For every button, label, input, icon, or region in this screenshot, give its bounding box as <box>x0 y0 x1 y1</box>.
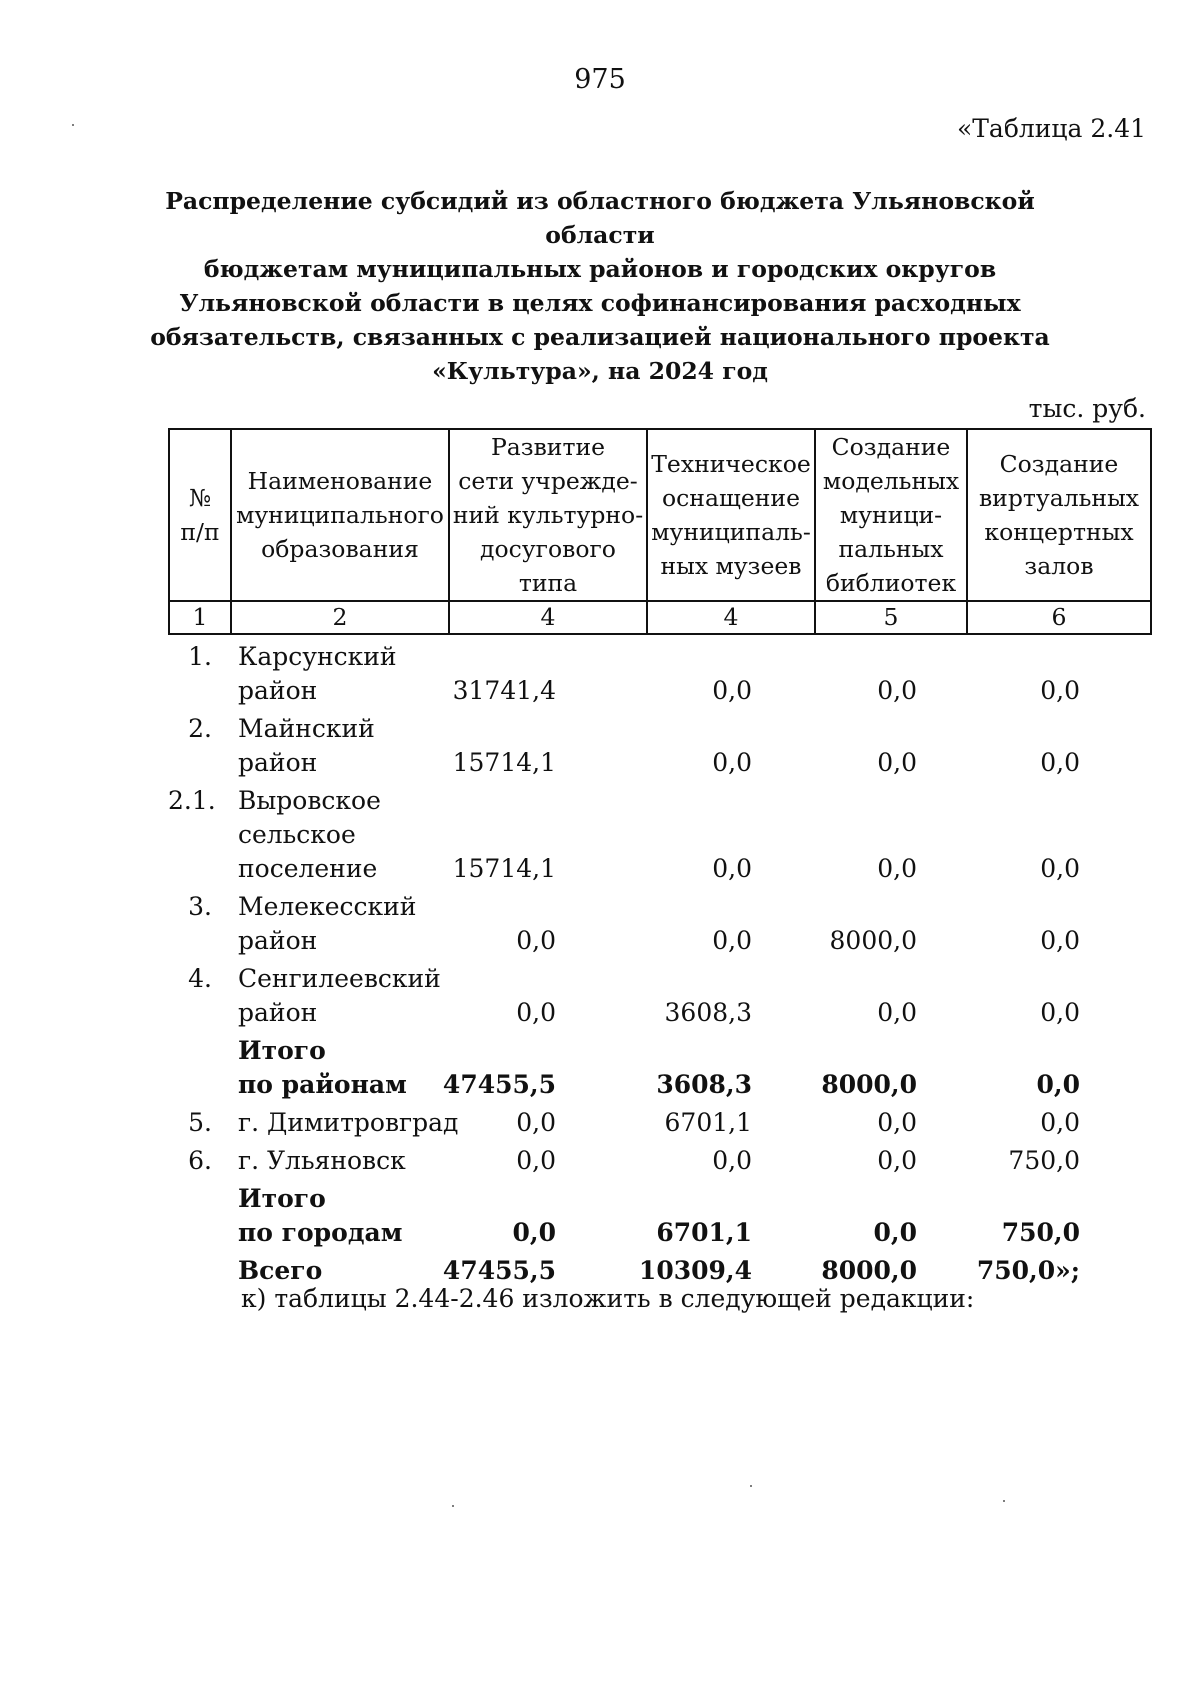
row-value: 0,0 <box>1040 1108 1080 1137</box>
table-row <box>168 1254 1150 1288</box>
row-value: 0,0 <box>516 998 556 1027</box>
col-number: 5 <box>815 601 967 634</box>
table-row <box>168 962 1150 1030</box>
row-name-line: район <box>238 748 318 777</box>
col-number: 4 <box>647 601 815 634</box>
header-line: ных музеев <box>660 552 802 580</box>
row-value: 0,0 <box>1040 998 1080 1027</box>
row-value: 15714,1 <box>452 854 556 883</box>
row-value: 10309,4 <box>638 1256 752 1285</box>
header-col-concert-halls <box>967 429 1151 601</box>
scan-speck <box>72 124 74 126</box>
row-name-line: Всего <box>238 1256 323 1285</box>
row-number: 2.1. <box>168 786 216 815</box>
header-line: концертных <box>984 518 1134 546</box>
header-line: библиотек <box>825 569 957 597</box>
row-value: 47455,5 <box>442 1256 556 1285</box>
row-name-line: Майнский <box>238 714 375 743</box>
row-value: 15714,1 <box>452 748 556 777</box>
row-value: 0,0 <box>712 926 752 955</box>
header-line: муниципаль- <box>651 518 811 546</box>
row-value: 31741,4 <box>452 676 556 705</box>
row-value: 0,0 <box>1040 854 1080 883</box>
header-line: Создание <box>831 433 951 461</box>
row-name-line: район <box>238 998 318 1027</box>
row-value: 750,0 <box>1008 1146 1080 1175</box>
row-value: 0,0 <box>712 1146 752 1175</box>
header-line: Создание <box>999 450 1119 478</box>
row-name-line: Итого <box>238 1036 326 1065</box>
row-value: 0,0 <box>877 998 917 1027</box>
header-line: муниципального <box>236 501 444 529</box>
row-name-line: г. Ульяновск <box>238 1146 406 1175</box>
row-value: 0,0 <box>712 748 752 777</box>
col-number: 1 <box>169 601 231 634</box>
row-value: 0,0 <box>1040 676 1080 705</box>
row-name <box>212 712 426 780</box>
row-value: 0,0 <box>877 676 917 705</box>
row-number: 1. <box>188 642 212 671</box>
row-value: 0,0 <box>1040 926 1080 955</box>
row-name <box>212 1254 426 1288</box>
row-value: 0,0 <box>877 1146 917 1175</box>
row-value: 0,0 <box>516 1146 556 1175</box>
header-col-development <box>449 429 647 601</box>
row-value: 3608,3 <box>664 998 752 1027</box>
row-value: 0,0 <box>873 1218 917 1247</box>
title-line: Ульяновской области в целях софинансирования расходных <box>179 289 1021 317</box>
row-value: 0,0 <box>877 854 917 883</box>
row-name-line: Выровское <box>238 786 381 815</box>
row-name-line: по районам <box>238 1070 407 1099</box>
table-row <box>168 1106 1150 1140</box>
row-value: 0,0 <box>877 748 917 777</box>
header-line: виртуальных <box>978 484 1140 512</box>
row-number: 3. <box>188 892 212 921</box>
row-name-line: по городам <box>238 1218 403 1247</box>
header-line: ний культурно- <box>452 501 644 529</box>
row-name <box>212 1034 426 1102</box>
row-value: 8000,0 <box>829 926 917 955</box>
row-name <box>212 890 426 958</box>
header-line: Техническое <box>651 450 811 478</box>
header-name <box>231 429 449 601</box>
header-col-museums <box>647 429 815 601</box>
header-line: типа <box>518 569 578 597</box>
header-line: Развитие <box>490 433 606 461</box>
row-name <box>212 1144 426 1178</box>
page-number: 975 <box>574 64 626 95</box>
row-value: 8000,0 <box>821 1256 917 1285</box>
row-value: 6701,1 <box>664 1108 752 1137</box>
scan-speck <box>1003 1500 1005 1502</box>
row-value: 47455,5 <box>442 1070 556 1099</box>
title-line: «Культура», на 2024 год <box>432 357 768 385</box>
row-value: 750,0 <box>1001 1218 1080 1247</box>
row-value: 0,0 <box>712 676 752 705</box>
title-line: обязательств, связанных с реализацией национального проекта <box>150 323 1050 351</box>
row-value: 6701,1 <box>656 1218 752 1247</box>
header-line: оснащение <box>662 484 800 512</box>
header-line: модельных <box>822 467 960 495</box>
header-line: муници- <box>839 501 943 529</box>
footer-instruction: к) таблицы 2.44-2.46 изложить в следующей редакции: <box>241 1284 975 1313</box>
header-line: залов <box>1024 552 1094 580</box>
col-number: 2 <box>231 601 449 634</box>
row-name-line: г. Димитровград <box>238 1108 459 1137</box>
table-row <box>168 1182 1150 1250</box>
row-name-line: Мелекесский <box>238 892 417 921</box>
row-name <box>212 1106 459 1140</box>
row-name-line: Итого <box>238 1184 326 1213</box>
row-value: 8000,0 <box>821 1070 917 1099</box>
table-row <box>168 890 1150 958</box>
scan-speck <box>452 1505 454 1507</box>
row-name-line: поселение <box>238 854 378 883</box>
row-name-line: район <box>238 676 318 705</box>
header-line: сети учрежде- <box>458 467 638 495</box>
title-line: бюджетам муниципальных районов и городских округов <box>203 255 997 283</box>
row-value: 0,0 <box>877 1108 917 1137</box>
row-name-line: район <box>238 926 318 955</box>
row-value: 3608,3 <box>656 1070 752 1099</box>
table-row <box>168 712 1150 780</box>
table-row <box>168 640 1150 708</box>
header-col-libraries <box>815 429 967 601</box>
row-number: 2. <box>188 714 212 743</box>
row-name-line: Карсунский <box>238 642 397 671</box>
scan-speck <box>750 1485 752 1487</box>
row-value: 0,0 <box>712 854 752 883</box>
row-value: 0,0 <box>516 926 556 955</box>
row-value: 0,0 <box>1036 1070 1080 1099</box>
header-line: Наименование <box>247 467 433 495</box>
row-name <box>212 1182 426 1250</box>
document-title <box>150 184 1050 388</box>
header-line: досугового <box>480 535 616 563</box>
units-label: тыс. руб. <box>1028 394 1146 423</box>
row-name <box>212 962 441 1030</box>
table-row <box>168 1144 1150 1178</box>
table-row <box>168 784 1150 886</box>
row-value: 0,0 <box>1040 748 1080 777</box>
title-line: Распределение субсидий из областного бюджета Ульяновской области <box>165 187 1035 249</box>
row-value: 750,0»; <box>976 1256 1080 1285</box>
row-number: 5. <box>188 1108 212 1137</box>
row-value: 0,0 <box>512 1218 556 1247</box>
header-num <box>169 429 231 601</box>
table-header <box>168 428 1152 635</box>
table-reference: «Таблица 2.41 <box>956 114 1146 143</box>
row-name <box>212 640 426 708</box>
col-number: 6 <box>967 601 1151 634</box>
row-name-line: сельское <box>238 820 356 849</box>
row-number: 4. <box>188 964 212 993</box>
row-name-line: Сенгилеевский <box>238 964 441 993</box>
row-name <box>212 784 426 886</box>
table-row <box>168 1034 1150 1102</box>
col-number: 4 <box>449 601 647 634</box>
row-value: 0,0 <box>516 1108 556 1137</box>
header-line: п/п <box>180 518 220 546</box>
header-line: пальных <box>838 535 944 563</box>
table-body <box>168 640 1150 1288</box>
header-line: № <box>188 484 212 512</box>
row-number: 6. <box>188 1146 212 1175</box>
header-line: образования <box>261 535 419 563</box>
